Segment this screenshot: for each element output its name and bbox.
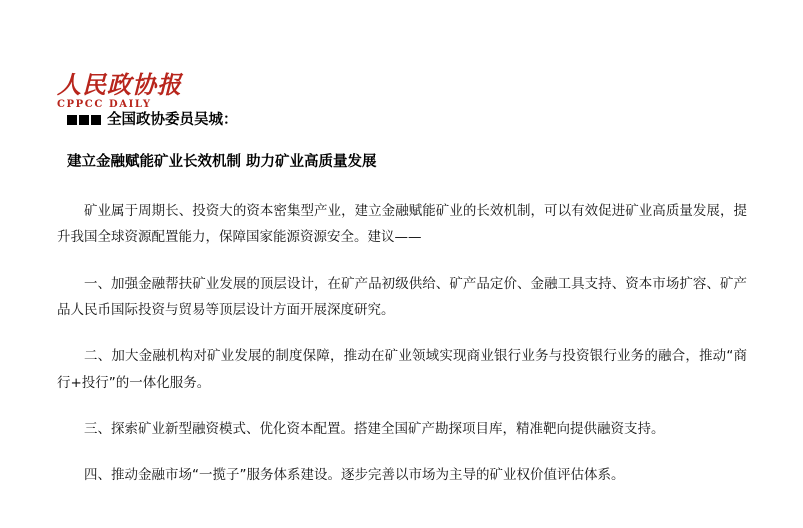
article-headline: 建立金融赋能矿业长效机制 助力矿业高质量发展	[67, 154, 377, 171]
article-paragraph: 三、探索矿业新型融资模式、优化资本配置。搭建全国矿产勘探项目库，精准靶向提供融资支持。	[84, 420, 665, 437]
article-paragraph: 一、加强金融帮扶矿业发展的顶层设计，在矿产品初级供给、矿产品定价、金融工具支持、资本市场扩容、矿产品人民币国际投资与贸易等顶层设计方面开展深度研究。	[57, 275, 747, 318]
article-paragraph: 四、推动金融市场“一揽子”服务体系建设。逐步完善以市场为主导的矿业权价值评估体系。	[84, 467, 625, 484]
masthead-title-chinese: 人民政协报	[57, 70, 182, 99]
article-body	[57, 110, 747, 489]
article-paragraph: 二、加大金融机构对矿业发展的制度保障，推动在矿业领域实现商业银行业务与投资银行业务的融合，推动“商行+投行”的一体化服务。	[57, 348, 747, 391]
square-bullet-icon	[67, 115, 101, 125]
article-byline	[67, 110, 747, 130]
byline-text: 全国政协委员吴城：	[107, 112, 238, 128]
masthead-logo	[57, 72, 217, 110]
article-paragraph: 矿业属于周期长、投资大的资本密集型产业，建立金融赋能矿业的长效机制，可以有效促进矿业高质量发展，提升我国全球资源配置能力，保障国家能源资源安全。建议——	[57, 203, 747, 246]
masthead-title-english: CPPCC DAILY	[57, 99, 152, 111]
